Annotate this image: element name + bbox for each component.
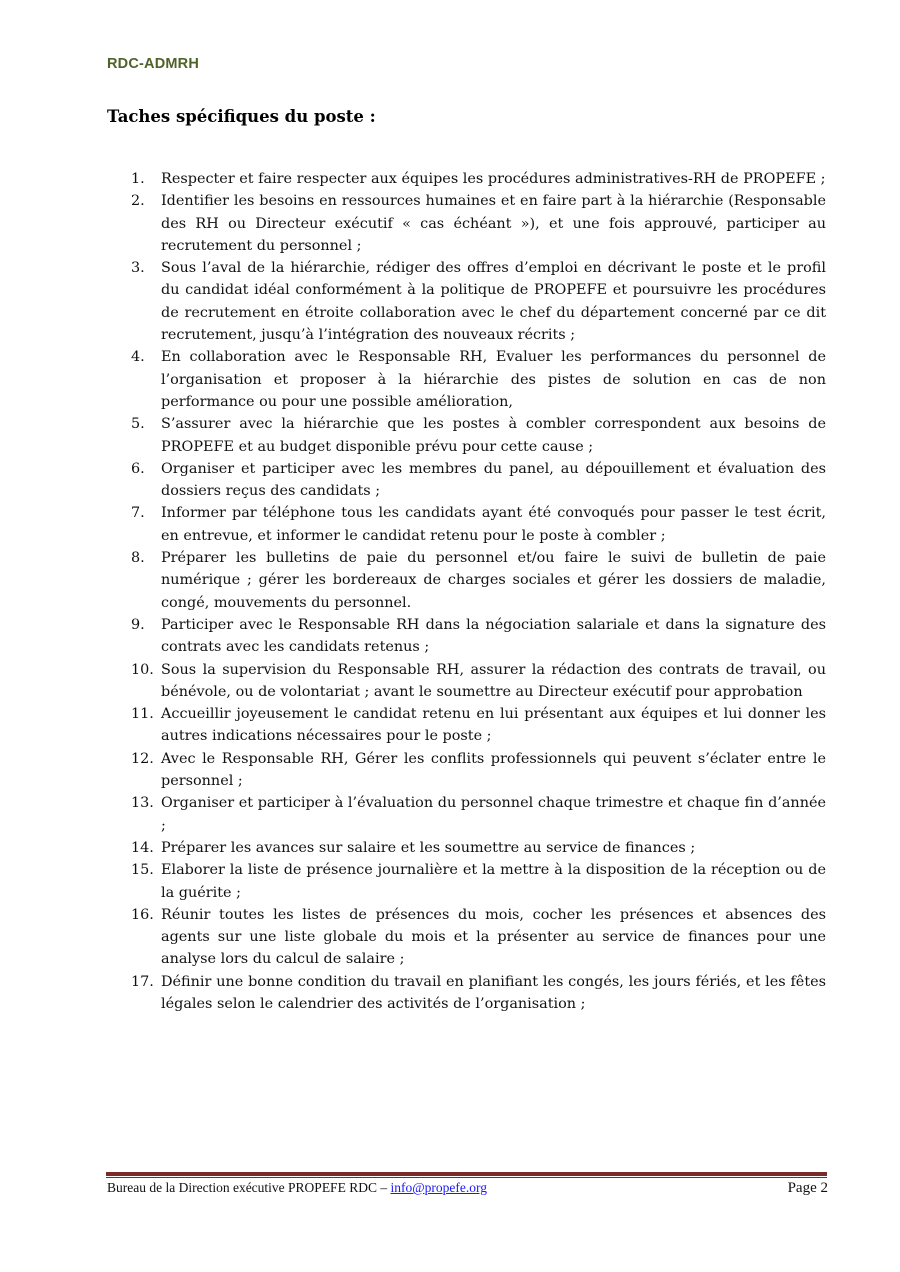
task-item	[131, 502, 826, 547]
task-item	[131, 190, 826, 257]
task-number: 6.	[131, 460, 145, 477]
task-number: 7.	[131, 505, 145, 522]
task-number: 12.	[131, 750, 154, 767]
task-number: 10.	[131, 661, 154, 678]
task-item	[131, 257, 826, 346]
task-text: Elaborer la liste de présence journalière et la mettre à la disposition de la réception ou de la guérite ;	[161, 862, 826, 901]
task-item	[131, 413, 826, 458]
task-text: Organiser et participer avec les membres du panel, au dépouillement et évaluation des dossiers reçus des candidats ;	[161, 460, 826, 500]
task-text: Identifier les besoins en ressources humaines et en faire part à la hiérarchie (Responsable des RH ou Directeur exécutif « cas échéant »), et une fois approuvé, participer au recrutement du personnel ;	[161, 193, 826, 254]
task-list	[131, 168, 826, 1015]
task-number: 13.	[131, 795, 154, 812]
footer-office-text: Bureau de la Direction exécutive PROPEFE RDC –	[107, 1180, 391, 1195]
task-number: 11.	[131, 706, 154, 723]
task-item	[131, 547, 826, 614]
task-text: Respecter et faire respecter aux équipes les procédures administratives-RH de PROPEFE ;	[161, 171, 826, 187]
task-item	[131, 703, 826, 748]
task-text: Participer avec le Responsable RH dans la négociation salariale et dans la signature des contrats avec les candidats retenus ;	[161, 616, 826, 656]
footer-email-link[interactable]: info@propefe.org	[390, 1180, 487, 1195]
task-number: 9.	[131, 616, 145, 633]
task-number: 17.	[131, 973, 154, 990]
task-text: En collaboration avec le Responsable RH, Evaluer les performances du personnel de l’organisation et proposer à la hiérarchie des pistes de solution en cas de non performance ou pour une possible amélioration,	[161, 349, 826, 410]
task-text: Informer par téléphone tous les candidats ayant été convoqués pour passer le test écrit, en entrevue, et informer le candidat retenu pour le poste à combler ;	[161, 505, 826, 544]
task-item	[131, 614, 826, 659]
task-item	[131, 346, 826, 413]
task-text: Préparer les avances sur salaire et les soumettre au service de finances ;	[161, 839, 696, 856]
task-text: Réunir toutes les listes de présences du mois, cocher les présences et absences des agents sur une liste globale du mois et la présenter au service de finances pour une analyse lors du calcul de salaire ;	[161, 906, 826, 968]
task-number: 16.	[131, 906, 154, 923]
footer-divider-thin	[106, 1177, 827, 1178]
footer-divider	[106, 1172, 827, 1176]
task-text: Accueillir joyeusement le candidat retenu en lui présentant aux équipes et lui donner les autres indications nécessaires pour le poste ;	[161, 706, 826, 745]
section-title: Taches spécifiques du poste :	[107, 107, 376, 126]
task-text: Définir une bonne condition du travail en planifiant les congés, les jours fériés, et les fêtes légales selon le calendrier des activités de l’organisation ;	[161, 973, 826, 1012]
task-item	[131, 859, 826, 904]
footer-office	[107, 1180, 487, 1196]
task-number: 1.	[131, 171, 145, 187]
task-text: S’assurer avec la hiérarchie que les postes à combler correspondent aux besoins de PROPEFE et au budget disponible prévu pour cette cause ;	[161, 416, 826, 455]
task-text: Sous la supervision du Responsable RH, assurer la rédaction des contrats de travail, ou bénévole, ou de volontariat ; avant le soumettre au Directeur exécutif pour approbation	[161, 661, 826, 700]
task-item	[131, 904, 826, 971]
task-number: 4.	[131, 349, 145, 366]
task-item	[131, 837, 826, 859]
task-number: 3.	[131, 260, 145, 277]
task-text: Sous l’aval de la hiérarchie, rédiger des offres d’emploi en décrivant le poste et le profil du candidat idéal conformément à la politique de PROPEFE et poursuivre les procédures de recrutement en étroite collaboration avec le chef du département concerné par ce dit recrutement, jusqu’à l’intégration des nouveaux récrits ;	[161, 260, 826, 344]
header-org-code: RDC-ADMRH	[107, 56, 200, 72]
task-number: 5.	[131, 416, 145, 433]
task-number: 2.	[131, 193, 145, 210]
task-number: 15.	[131, 862, 154, 879]
task-item	[131, 168, 826, 190]
page-number: Page 2	[787, 1180, 828, 1196]
task-text: Avec le Responsable RH, Gérer les conflits professionnels qui peuvent s’éclater entre le personnel ;	[161, 750, 826, 790]
task-number: 14.	[131, 839, 154, 856]
task-number: 8.	[131, 550, 145, 567]
task-text: Organiser et participer à l’évaluation du personnel chaque trimestre et chaque fin d’année ;	[161, 795, 826, 834]
task-item	[131, 792, 826, 837]
task-item	[131, 748, 826, 793]
task-item	[131, 659, 826, 704]
task-item	[131, 458, 826, 503]
task-item	[131, 971, 826, 1016]
task-text: Préparer les bulletins de paie du personnel et/ou faire le suivi de bulletin de paie numérique ; gérer les bordereaux de charges sociales et gérer les dossiers de maladie, congé, mouvements du personnel.	[161, 550, 826, 611]
